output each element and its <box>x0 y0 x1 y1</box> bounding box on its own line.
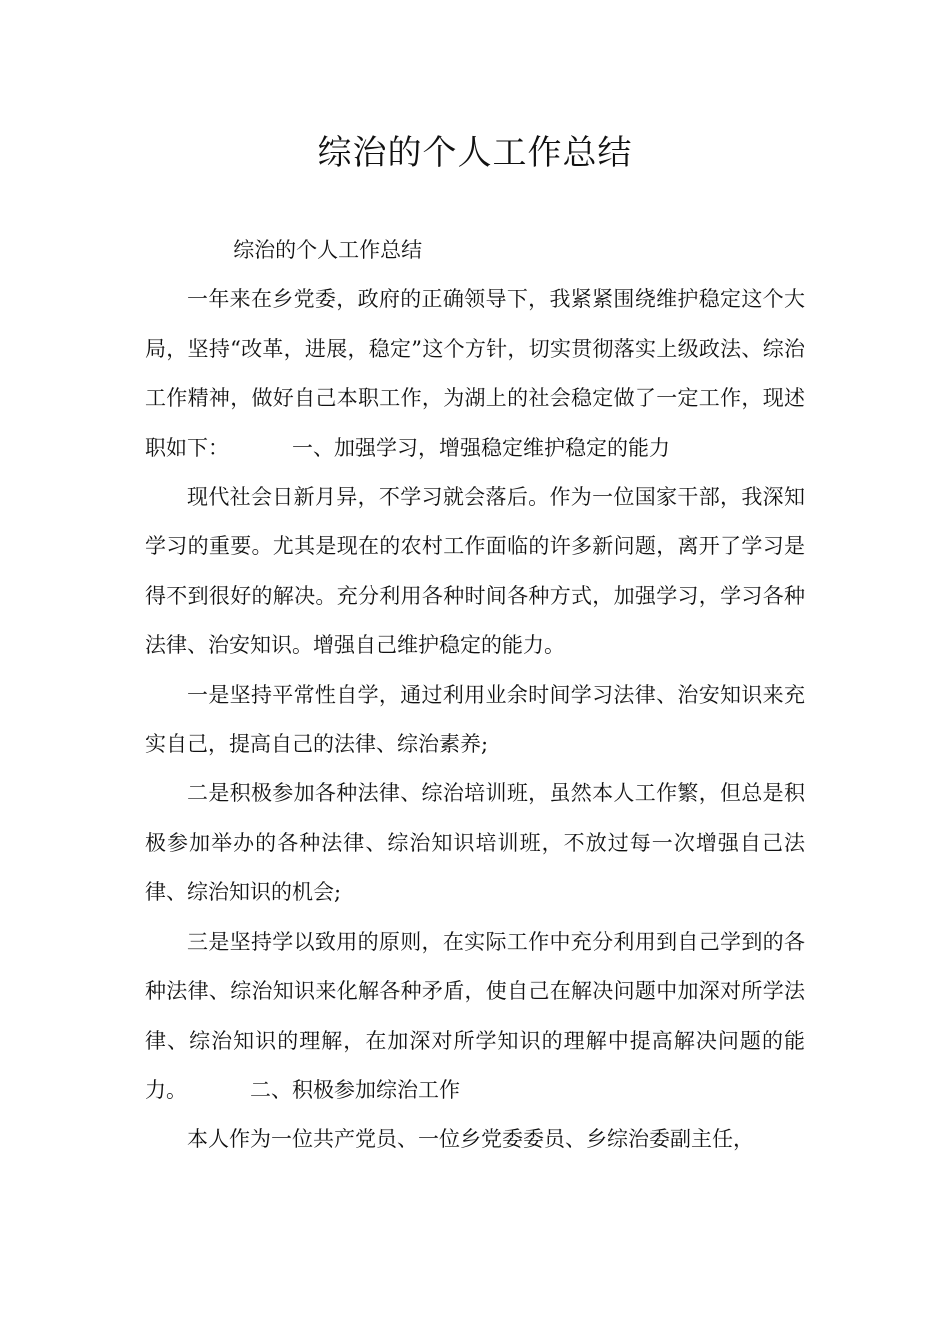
paragraph-point-3 <box>145 918 805 1116</box>
paragraph-text: 一年来在乡党委，政府的正确领导下，我紧紧围绕维护稳定这个大局，坚持“改革，进展，稳定”这个方针，切实贯彻落实上级政法、综治工作精神，做好自己本职工作，为湖上的社会稳定做了一定工作，现述职如下： <box>145 287 805 460</box>
paragraph-intro <box>145 275 805 473</box>
section-heading-1: 一、加强学习，增强稳定维护稳定的能力 <box>292 435 670 460</box>
paragraph-point-1: 一是坚持平常性自学，通过利用业余时间学习法律、治安知识来充实自己，提高自己的法律、综治素养; <box>145 682 805 757</box>
paragraph-text: 三是坚持学以致用的原则，在实际工作中充分利用到自己学到的各种法律、综治知识来化解各种矛盾，使自己在解决问题中加深对所学法律、综治知识的理解，在加深对所学知识的理解中提高解决问题的能力。 <box>145 929 805 1102</box>
paragraph-role: 本人作为一位共产党员、一位乡党委委员、乡综治委副主任， <box>187 1127 754 1152</box>
document-subtitle: 综治的个人工作总结 <box>233 238 423 262</box>
paragraph-study: 现代社会日新月异，不学习就会落后。作为一位国家干部，我深知学习的重要。尤其是现在的农村工作面临的许多新问题，离开了学习是得不到很好的解决。充分利用各种时间各种方式，加强学习，学习各种法律、治安知识。增强自己维护稳定的能力。 <box>145 485 805 658</box>
document-body <box>145 226 805 1165</box>
paragraph-point-2: 二是积极参加各种法律、综治培训班，虽然本人工作繁，但总是积极参加举办的各种法律、综治知识培训班，不放过每一次增强自己法律、综治知识的机会; <box>145 781 805 905</box>
section-heading-2: 二、积极参加综治工作 <box>250 1077 460 1102</box>
document-title: 综治的个人工作总结 <box>317 133 633 173</box>
